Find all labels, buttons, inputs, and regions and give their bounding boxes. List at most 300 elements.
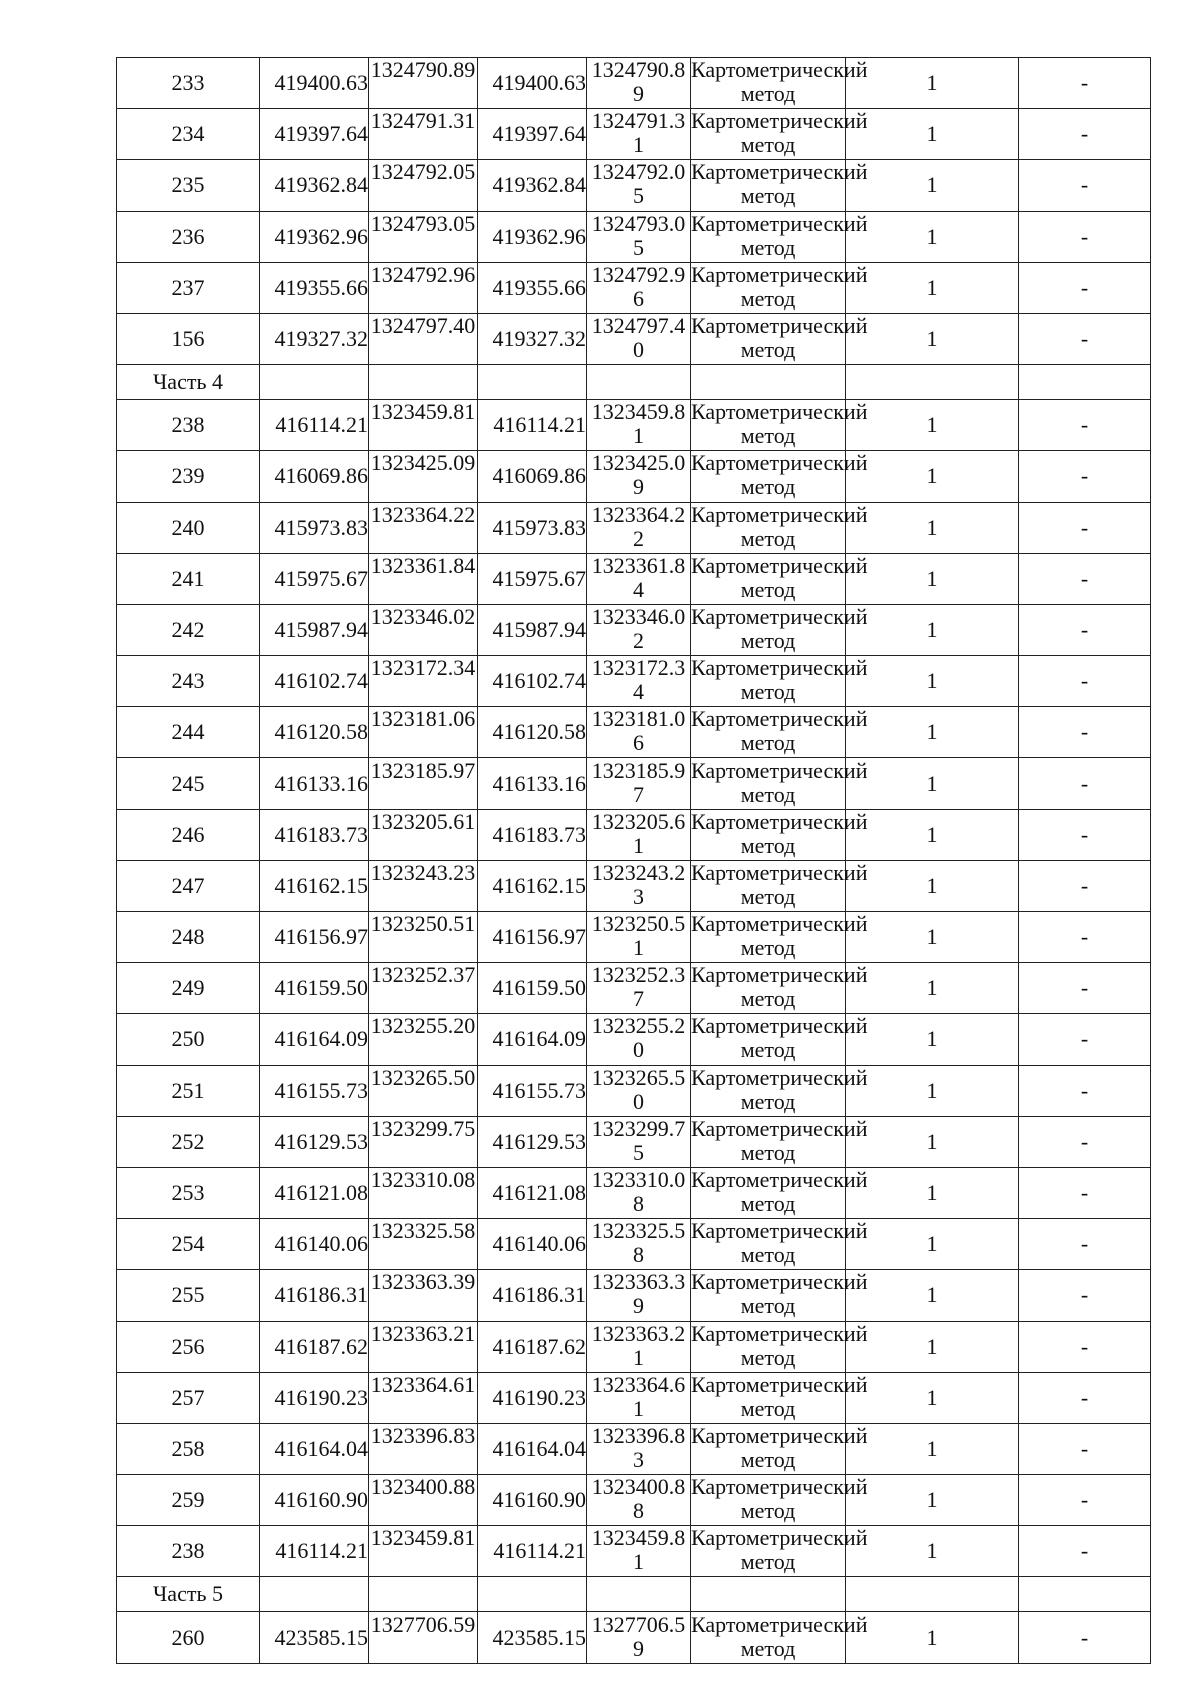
table-row	[117, 211, 1151, 262]
y-coordinate-2: 1323425.09	[591, 450, 686, 500]
method-cell-cell	[691, 399, 868, 451]
method-cell: Картометрический метод	[691, 552, 868, 602]
x-coordinate: 416133.16	[260, 758, 369, 809]
y-coordinate: 1324793.05	[370, 210, 476, 236]
y-coordinate-2: 1323181.06	[591, 706, 686, 756]
accuracy-cell: 1	[846, 963, 1019, 1014]
point-number: 236	[117, 211, 260, 262]
empty-cell	[587, 1577, 691, 1612]
method-cell-cell	[691, 57, 868, 109]
method-cell-cell	[691, 1167, 868, 1218]
method-cell: Картометрический метод	[691, 1320, 868, 1370]
y-coordinate-2-cell	[587, 160, 691, 211]
table-row	[117, 1475, 1151, 1526]
x-coordinate: 416114.21	[260, 400, 369, 451]
x-coordinate: 416156.97	[260, 912, 369, 963]
method-cell: Картометрический метод	[691, 1611, 868, 1661]
method-cell: Картометрический метод	[691, 911, 868, 961]
y-coordinate: 1323243.23	[370, 859, 476, 885]
y-coordinate-2-cell	[587, 963, 691, 1014]
point-number: 251	[117, 1065, 260, 1116]
x-coordinate-2: 419400.63	[478, 58, 587, 109]
y-coordinate-2: 1327706.59	[591, 1611, 686, 1661]
note-cell: -	[1019, 451, 1151, 502]
y-coordinate-cell	[369, 1475, 478, 1526]
table-row	[117, 451, 1151, 502]
y-coordinate-cell	[369, 860, 478, 911]
note-cell: -	[1019, 604, 1151, 655]
y-coordinate-cell	[369, 1526, 478, 1577]
x-coordinate: 419362.84	[260, 160, 369, 211]
x-coordinate-2: 416102.74	[478, 656, 587, 707]
x-coordinate-2: 415987.94	[478, 604, 587, 655]
x-coordinate-2: 416120.58	[478, 707, 587, 758]
point-number: 243	[117, 656, 260, 707]
point-number: 239	[117, 451, 260, 502]
method-cell-cell	[691, 261, 868, 313]
method-cell-cell	[691, 1371, 868, 1423]
method-cell-cell	[691, 1218, 868, 1270]
accuracy-cell: 1	[846, 400, 1019, 451]
accuracy-cell: 1	[846, 1014, 1019, 1065]
table-row	[117, 912, 1151, 963]
x-coordinate: 419327.32	[260, 313, 369, 364]
y-coordinate-cell	[369, 656, 478, 707]
table-row	[117, 58, 1151, 109]
y-coordinate: 1327706.59	[370, 1611, 476, 1637]
accuracy-cell: 1	[846, 1321, 1019, 1372]
y-coordinate: 1323310.08	[370, 1167, 476, 1193]
y-coordinate-2-cell	[587, 1612, 691, 1663]
y-coordinate: 1323205.61	[370, 808, 476, 834]
accuracy-cell: 1	[846, 262, 1019, 313]
x-coordinate-2: 416114.21	[478, 1526, 587, 1577]
accuracy-cell: 1	[846, 809, 1019, 860]
method-cell-cell	[691, 859, 868, 911]
y-coordinate: 1323172.34	[370, 655, 476, 681]
method-cell-cell	[691, 962, 868, 1014]
y-coordinate: 1323400.88	[370, 1474, 476, 1500]
note-cell: -	[1019, 656, 1151, 707]
x-coordinate: 416159.50	[260, 963, 369, 1014]
x-coordinate: 416162.15	[260, 860, 369, 911]
part-label: Часть 4	[117, 365, 260, 400]
y-coordinate: 1324790.89	[370, 57, 476, 83]
point-number: 235	[117, 160, 260, 211]
method-cell-cell	[691, 808, 868, 860]
y-coordinate: 1323181.06	[370, 706, 476, 732]
y-coordinate-cell	[369, 160, 478, 211]
y-coordinate-cell	[369, 1372, 478, 1423]
table-row	[117, 1612, 1151, 1663]
table-row	[117, 1014, 1151, 1065]
method-cell: Картометрический метод	[691, 859, 868, 909]
point-number: 254	[117, 1219, 260, 1270]
y-coordinate-2: 1323255.20	[591, 1013, 686, 1063]
y-coordinate: 1323361.84	[370, 552, 476, 578]
method-cell: Картометрический метод	[691, 1064, 868, 1114]
y-coordinate: 1323364.61	[370, 1371, 476, 1397]
point-number: 246	[117, 809, 260, 860]
table-row	[117, 1167, 1151, 1218]
y-coordinate: 1323363.39	[370, 1269, 476, 1295]
y-coordinate-2-cell	[587, 1116, 691, 1167]
note-cell: -	[1019, 758, 1151, 809]
y-coordinate-2: 1323396.83	[591, 1422, 686, 1472]
x-coordinate-2: 419355.66	[478, 262, 587, 313]
x-coordinate-2: 416156.97	[478, 912, 587, 963]
accuracy-cell: 1	[846, 1116, 1019, 1167]
note-cell: -	[1019, 1219, 1151, 1270]
y-coordinate: 1323252.37	[370, 962, 476, 988]
y-coordinate-2: 1323361.84	[591, 552, 686, 602]
table-row	[117, 1423, 1151, 1474]
note-cell: -	[1019, 1526, 1151, 1577]
y-coordinate-cell	[369, 963, 478, 1014]
y-coordinate-cell	[369, 1612, 478, 1663]
empty-cell	[587, 365, 691, 400]
accuracy-cell: 1	[846, 1372, 1019, 1423]
method-cell-cell	[691, 108, 868, 160]
table-row	[117, 1321, 1151, 1372]
y-coordinate-2: 1324790.89	[591, 57, 686, 107]
method-cell-cell	[691, 911, 868, 963]
x-coordinate-2: 416069.86	[478, 451, 587, 502]
method-cell-cell	[691, 1474, 868, 1526]
point-number: 249	[117, 963, 260, 1014]
point-number: 252	[117, 1116, 260, 1167]
y-coordinate-cell	[369, 1270, 478, 1321]
y-coordinate-2-cell	[587, 1372, 691, 1423]
method-cell-cell	[691, 552, 868, 604]
x-coordinate: 416155.73	[260, 1065, 369, 1116]
y-coordinate-cell	[369, 451, 478, 502]
y-coordinate-2-cell	[587, 109, 691, 160]
x-coordinate: 415987.94	[260, 604, 369, 655]
x-coordinate: 416164.04	[260, 1423, 369, 1474]
y-coordinate-2-cell	[587, 1014, 691, 1065]
empty-cell	[369, 1577, 478, 1612]
y-coordinate: 1323459.81	[370, 1525, 476, 1551]
x-coordinate: 419400.63	[260, 58, 369, 109]
y-coordinate-cell	[369, 109, 478, 160]
method-cell-cell	[691, 313, 868, 364]
y-coordinate: 1323396.83	[370, 1422, 476, 1448]
x-coordinate-2: 416140.06	[478, 1219, 587, 1270]
x-coordinate: 416164.09	[260, 1014, 369, 1065]
x-coordinate: 423585.15	[260, 1612, 369, 1663]
note-cell: -	[1019, 1321, 1151, 1372]
note-cell: -	[1019, 1014, 1151, 1065]
x-coordinate: 416114.21	[260, 1526, 369, 1577]
y-coordinate-2-cell	[587, 313, 691, 364]
y-coordinate: 1323425.09	[370, 450, 476, 476]
y-coordinate-cell	[369, 1423, 478, 1474]
point-number: 256	[117, 1321, 260, 1372]
x-coordinate: 416121.08	[260, 1167, 369, 1218]
y-coordinate-2: 1323364.22	[591, 501, 686, 551]
method-cell-cell	[691, 757, 868, 809]
x-coordinate-2: 416160.90	[478, 1475, 587, 1526]
empty-cell	[846, 1577, 1019, 1612]
y-coordinate-cell	[369, 58, 478, 109]
note-cell: -	[1019, 860, 1151, 911]
table-row	[117, 1372, 1151, 1423]
table-row	[117, 400, 1151, 451]
y-coordinate-cell	[369, 758, 478, 809]
note-cell: -	[1019, 400, 1151, 451]
method-cell: Картометрический метод	[691, 655, 868, 705]
empty-cell	[369, 365, 478, 400]
empty-cell	[478, 365, 587, 400]
y-coordinate: 1324792.05	[370, 159, 476, 185]
method-cell-cell	[691, 603, 868, 655]
method-cell: Картометрический метод	[691, 706, 868, 756]
method-cell-cell	[691, 655, 868, 707]
empty-cell	[846, 365, 1019, 400]
y-coordinate-cell	[369, 1167, 478, 1218]
note-cell: -	[1019, 313, 1151, 364]
y-coordinate-2-cell	[587, 1167, 691, 1218]
empty-cell	[260, 365, 369, 400]
y-coordinate-2: 1323363.21	[591, 1320, 686, 1370]
y-coordinate-2: 1323310.08	[591, 1167, 686, 1217]
method-cell: Картометрический метод	[691, 57, 868, 107]
y-coordinate-2-cell	[587, 211, 691, 262]
note-cell: -	[1019, 1423, 1151, 1474]
x-coordinate: 416102.74	[260, 656, 369, 707]
table-row	[117, 262, 1151, 313]
method-cell: Картометрический метод	[691, 159, 868, 209]
y-coordinate-cell	[369, 912, 478, 963]
x-coordinate: 419355.66	[260, 262, 369, 313]
accuracy-cell: 1	[846, 1219, 1019, 1270]
empty-cell	[1019, 365, 1151, 400]
method-cell: Картометрический метод	[691, 313, 868, 363]
method-cell-cell	[691, 706, 868, 758]
method-cell-cell	[691, 450, 868, 502]
note-cell: -	[1019, 502, 1151, 553]
point-number: 244	[117, 707, 260, 758]
part-row	[117, 1577, 1151, 1612]
x-coordinate-2: 416164.09	[478, 1014, 587, 1065]
note-cell: -	[1019, 553, 1151, 604]
y-coordinate-2: 1323299.75	[591, 1115, 686, 1165]
x-coordinate-2: 416129.53	[478, 1116, 587, 1167]
part-label: Часть 5	[117, 1577, 260, 1612]
y-coordinate-2: 1323346.02	[591, 603, 686, 653]
note-cell: -	[1019, 211, 1151, 262]
point-number: 234	[117, 109, 260, 160]
y-coordinate-2-cell	[587, 1475, 691, 1526]
method-cell: Картометрический метод	[691, 1013, 868, 1063]
method-cell: Картометрический метод	[691, 1371, 868, 1421]
empty-cell	[691, 365, 846, 400]
y-coordinate-2-cell	[587, 1423, 691, 1474]
method-cell-cell	[691, 1320, 868, 1372]
y-coordinate: 1324792.96	[370, 261, 476, 287]
accuracy-cell: 1	[846, 758, 1019, 809]
note-cell: -	[1019, 160, 1151, 211]
y-coordinate-2: 1324793.05	[591, 210, 686, 260]
y-coordinate-2: 1323400.88	[591, 1474, 686, 1524]
note-cell: -	[1019, 912, 1151, 963]
x-coordinate-2: 416164.04	[478, 1423, 587, 1474]
method-cell: Картометрический метод	[691, 399, 868, 449]
table-row	[117, 963, 1151, 1014]
y-coordinate-2-cell	[587, 451, 691, 502]
y-coordinate-2: 1323205.61	[591, 808, 686, 858]
x-coordinate-2: 415975.67	[478, 553, 587, 604]
x-coordinate-2: 419362.96	[478, 211, 587, 262]
y-coordinate-2-cell	[587, 1526, 691, 1577]
accuracy-cell: 1	[846, 604, 1019, 655]
note-cell: -	[1019, 1372, 1151, 1423]
method-cell-cell	[691, 159, 868, 211]
point-number: 238	[117, 400, 260, 451]
point-number: 255	[117, 1270, 260, 1321]
x-coordinate: 416186.31	[260, 1270, 369, 1321]
x-coordinate: 416183.73	[260, 809, 369, 860]
point-number: 247	[117, 860, 260, 911]
table-row	[117, 553, 1151, 604]
table-row	[117, 860, 1151, 911]
point-number: 258	[117, 1423, 260, 1474]
note-cell: -	[1019, 1167, 1151, 1218]
method-cell: Картометрический метод	[691, 1218, 868, 1268]
method-cell: Картометрический метод	[691, 1269, 868, 1319]
x-coordinate-2: 419362.84	[478, 160, 587, 211]
y-coordinate-2: 1323265.50	[591, 1064, 686, 1114]
note-cell: -	[1019, 1270, 1151, 1321]
empty-cell	[691, 1577, 846, 1612]
accuracy-cell: 1	[846, 860, 1019, 911]
note-cell: -	[1019, 262, 1151, 313]
method-cell: Картометрический метод	[691, 1474, 868, 1524]
note-cell: -	[1019, 809, 1151, 860]
y-coordinate-2-cell	[587, 604, 691, 655]
y-coordinate-2: 1323459.81	[591, 1525, 686, 1575]
table-row	[117, 1526, 1151, 1577]
x-coordinate-2: 416159.50	[478, 963, 587, 1014]
x-coordinate-2: 416114.21	[478, 400, 587, 451]
table-row	[117, 758, 1151, 809]
table-row	[117, 313, 1151, 364]
y-coordinate-2-cell	[587, 400, 691, 451]
method-cell: Картометрический метод	[691, 1167, 868, 1217]
y-coordinate-2-cell	[587, 860, 691, 911]
accuracy-cell: 1	[846, 656, 1019, 707]
accuracy-cell: 1	[846, 160, 1019, 211]
table-row	[117, 707, 1151, 758]
method-cell: Картометрический метод	[691, 210, 868, 260]
y-coordinate-2: 1324792.96	[591, 261, 686, 311]
y-coordinate-cell	[369, 707, 478, 758]
y-coordinate-cell	[369, 1014, 478, 1065]
y-coordinate-2: 1324792.05	[591, 159, 686, 209]
method-cell: Картометрический метод	[691, 1525, 868, 1575]
method-cell-cell	[691, 1422, 868, 1474]
y-coordinate: 1324797.40	[370, 313, 476, 339]
accuracy-cell: 1	[846, 1270, 1019, 1321]
method-cell: Картометрический метод	[691, 603, 868, 653]
method-cell: Картометрический метод	[691, 261, 868, 311]
note-cell: -	[1019, 707, 1151, 758]
y-coordinate-cell	[369, 1219, 478, 1270]
accuracy-cell: 1	[846, 58, 1019, 109]
x-coordinate: 419397.64	[260, 109, 369, 160]
y-coordinate-cell	[369, 1065, 478, 1116]
y-coordinate-2-cell	[587, 1321, 691, 1372]
y-coordinate-2: 1324797.40	[591, 313, 686, 363]
method-cell: Картометрический метод	[691, 757, 868, 807]
x-coordinate: 416140.06	[260, 1219, 369, 1270]
y-coordinate: 1323363.21	[370, 1320, 476, 1346]
accuracy-cell: 1	[846, 912, 1019, 963]
y-coordinate-cell	[369, 313, 478, 364]
y-coordinate-2-cell	[587, 1270, 691, 1321]
y-coordinate-2: 1323325.58	[591, 1218, 686, 1268]
accuracy-cell: 1	[846, 707, 1019, 758]
accuracy-cell: 1	[846, 502, 1019, 553]
y-coordinate-2: 1323250.51	[591, 911, 686, 961]
x-coordinate-2: 416186.31	[478, 1270, 587, 1321]
method-cell-cell	[691, 1115, 868, 1167]
table-row	[117, 1116, 1151, 1167]
y-coordinate-2-cell	[587, 262, 691, 313]
method-cell: Картометрический метод	[691, 962, 868, 1012]
accuracy-cell: 1	[846, 109, 1019, 160]
method-cell-cell	[691, 501, 868, 553]
y-coordinate: 1323265.50	[370, 1064, 476, 1090]
y-coordinate-2: 1323364.61	[591, 1371, 686, 1421]
point-number: 253	[117, 1167, 260, 1218]
point-number: 242	[117, 604, 260, 655]
method-cell-cell	[691, 1611, 868, 1663]
x-coordinate-2: 416162.15	[478, 860, 587, 911]
table-row	[117, 604, 1151, 655]
table-body	[117, 58, 1151, 1664]
y-coordinate-2: 1323459.81	[591, 399, 686, 449]
accuracy-cell: 1	[846, 1423, 1019, 1474]
note-cell: -	[1019, 58, 1151, 109]
point-number: 257	[117, 1372, 260, 1423]
y-coordinate-2: 1323363.39	[591, 1269, 686, 1319]
x-coordinate-2: 416187.62	[478, 1321, 587, 1372]
y-coordinate-cell	[369, 502, 478, 553]
empty-cell	[1019, 1577, 1151, 1612]
point-number: 240	[117, 502, 260, 553]
point-number: 237	[117, 262, 260, 313]
y-coordinate-2: 1323243.23	[591, 859, 686, 909]
empty-cell	[260, 1577, 369, 1612]
y-coordinate-2-cell	[587, 707, 691, 758]
x-coordinate: 416129.53	[260, 1116, 369, 1167]
y-coordinate: 1323364.22	[370, 501, 476, 527]
note-cell: -	[1019, 109, 1151, 160]
y-coordinate-2-cell	[587, 1219, 691, 1270]
point-number: 245	[117, 758, 260, 809]
x-coordinate-2: 416155.73	[478, 1065, 587, 1116]
y-coordinate: 1323459.81	[370, 399, 476, 425]
note-cell: -	[1019, 1116, 1151, 1167]
y-coordinate-cell	[369, 1321, 478, 1372]
x-coordinate: 416069.86	[260, 451, 369, 502]
y-coordinate: 1323255.20	[370, 1013, 476, 1039]
method-cell-cell	[691, 1269, 868, 1321]
y-coordinate-2-cell	[587, 58, 691, 109]
x-coordinate: 416160.90	[260, 1475, 369, 1526]
